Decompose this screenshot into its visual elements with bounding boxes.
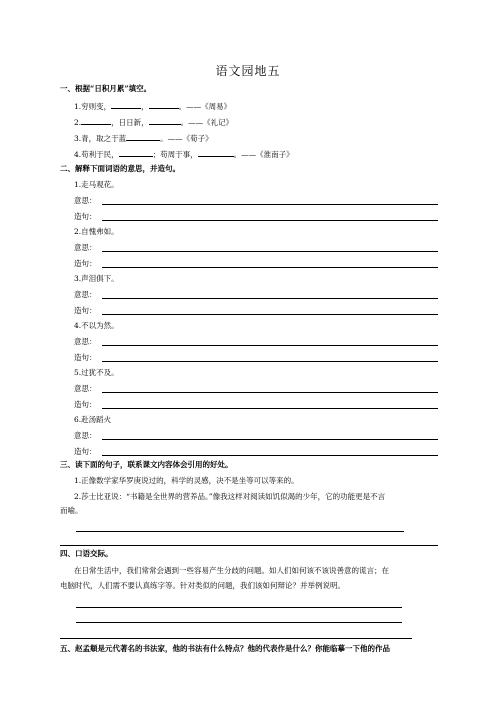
sentence-answer-line[interactable] xyxy=(102,314,438,315)
sentence-label: 造句： xyxy=(74,306,97,315)
answer-line[interactable] xyxy=(76,531,404,532)
fill-blank[interactable] xyxy=(149,116,181,125)
section-1-heading: 一、根据“日积月累”填空。 xyxy=(60,84,152,93)
sentence-label: 造句： xyxy=(74,353,97,362)
sentence-label: 造句： xyxy=(74,212,97,221)
meaning-label: 意思： xyxy=(74,384,97,393)
section-4-paragraph-line-1: 在日常生活中，我们常常会遇到一些容易产生分歧的问题。如人们如何该不该说善意的谎言；在 xyxy=(74,566,389,575)
sentence-2-line-2: 而喻。 xyxy=(60,506,83,515)
sentence-answer-line[interactable] xyxy=(102,267,438,268)
sentence-label: 造句： xyxy=(74,259,97,268)
word-item: 5.过犹不及。 xyxy=(74,368,119,377)
sentence-answer-line[interactable] xyxy=(102,220,438,221)
word-item: 1.走马观花。 xyxy=(74,180,119,189)
fill-blank[interactable] xyxy=(198,148,234,157)
meaning-answer-line[interactable] xyxy=(102,204,438,205)
section-2-heading: 二、解释下面词语的意思，并造句。 xyxy=(60,164,180,173)
answer-line[interactable] xyxy=(60,545,438,546)
meaning-label: 意思： xyxy=(74,290,97,299)
meaning-label: 意思： xyxy=(74,196,97,205)
meaning-answer-line[interactable] xyxy=(102,392,438,393)
word-item: 4.不以为然。 xyxy=(74,321,119,330)
fill-item-1: 1.穷则变， ， 。——《周易》 xyxy=(74,102,232,111)
section-4-paragraph-line-2: 电脑时代，人们需不要认真练字等。针对类似的问题，我们该如何辩论？并举例说明。 xyxy=(60,581,345,590)
fill-item-4: 4.苟利于民， ；苟周于事， 。——《淮南子》 xyxy=(74,150,294,159)
answer-line[interactable] xyxy=(60,638,412,639)
word-item: 2.自愧弗如。 xyxy=(74,227,119,236)
sentence-1: 1.正像数学家华罗庚说过的，科学的灵感，决不是坐等可以等来的。 xyxy=(74,476,299,485)
page-title: 语文园地五 xyxy=(215,64,281,78)
sentence-answer-line[interactable] xyxy=(102,361,438,362)
meaning-answer-line[interactable] xyxy=(102,298,438,299)
section-3-heading: 三、读下面的句子，联系课文内容体会引用的好处。 xyxy=(60,460,233,469)
sentence-answer-line[interactable] xyxy=(102,408,438,409)
fill-blank[interactable] xyxy=(126,132,160,141)
sentence-label: 造句： xyxy=(74,400,97,409)
word-item: 6.赴汤蹈火 xyxy=(74,415,112,424)
answer-line[interactable] xyxy=(76,607,402,608)
section-5-heading: 五、赵孟頫是元代著名的书法家，他的书法有什么特点？他的代表作是什么？你能临摹一下他的作品 xyxy=(60,644,390,653)
meaning-answer-line[interactable] xyxy=(102,251,438,252)
meaning-label: 意思： xyxy=(74,337,97,346)
section-4-heading: 四、口语交际。 xyxy=(60,549,113,558)
sentence-answer-line[interactable] xyxy=(102,455,438,456)
fill-blank[interactable] xyxy=(81,116,111,125)
fill-blank[interactable] xyxy=(149,100,179,109)
fill-blank[interactable] xyxy=(111,100,141,109)
word-item: 3.声泪俱下。 xyxy=(74,274,119,283)
fill-item-3: 3.青，取之于蓝 。——《荀子》 xyxy=(74,134,213,143)
sentence-2-line-1: 2.莎士比亚说：“书籍是全世界的营养品。”像我这样对阅读如饥似渴的少年，它的功能更是不言 xyxy=(74,492,386,501)
meaning-answer-line[interactable] xyxy=(102,439,438,440)
meaning-answer-line[interactable] xyxy=(102,345,438,346)
fill-blank[interactable] xyxy=(119,148,153,157)
answer-line[interactable] xyxy=(76,622,402,623)
meaning-label: 意思： xyxy=(74,431,97,440)
meaning-label: 意思： xyxy=(74,243,97,252)
fill-item-2: 2. ，日日新， 。——《礼记》 xyxy=(74,118,234,127)
sentence-label: 造句： xyxy=(74,447,97,456)
